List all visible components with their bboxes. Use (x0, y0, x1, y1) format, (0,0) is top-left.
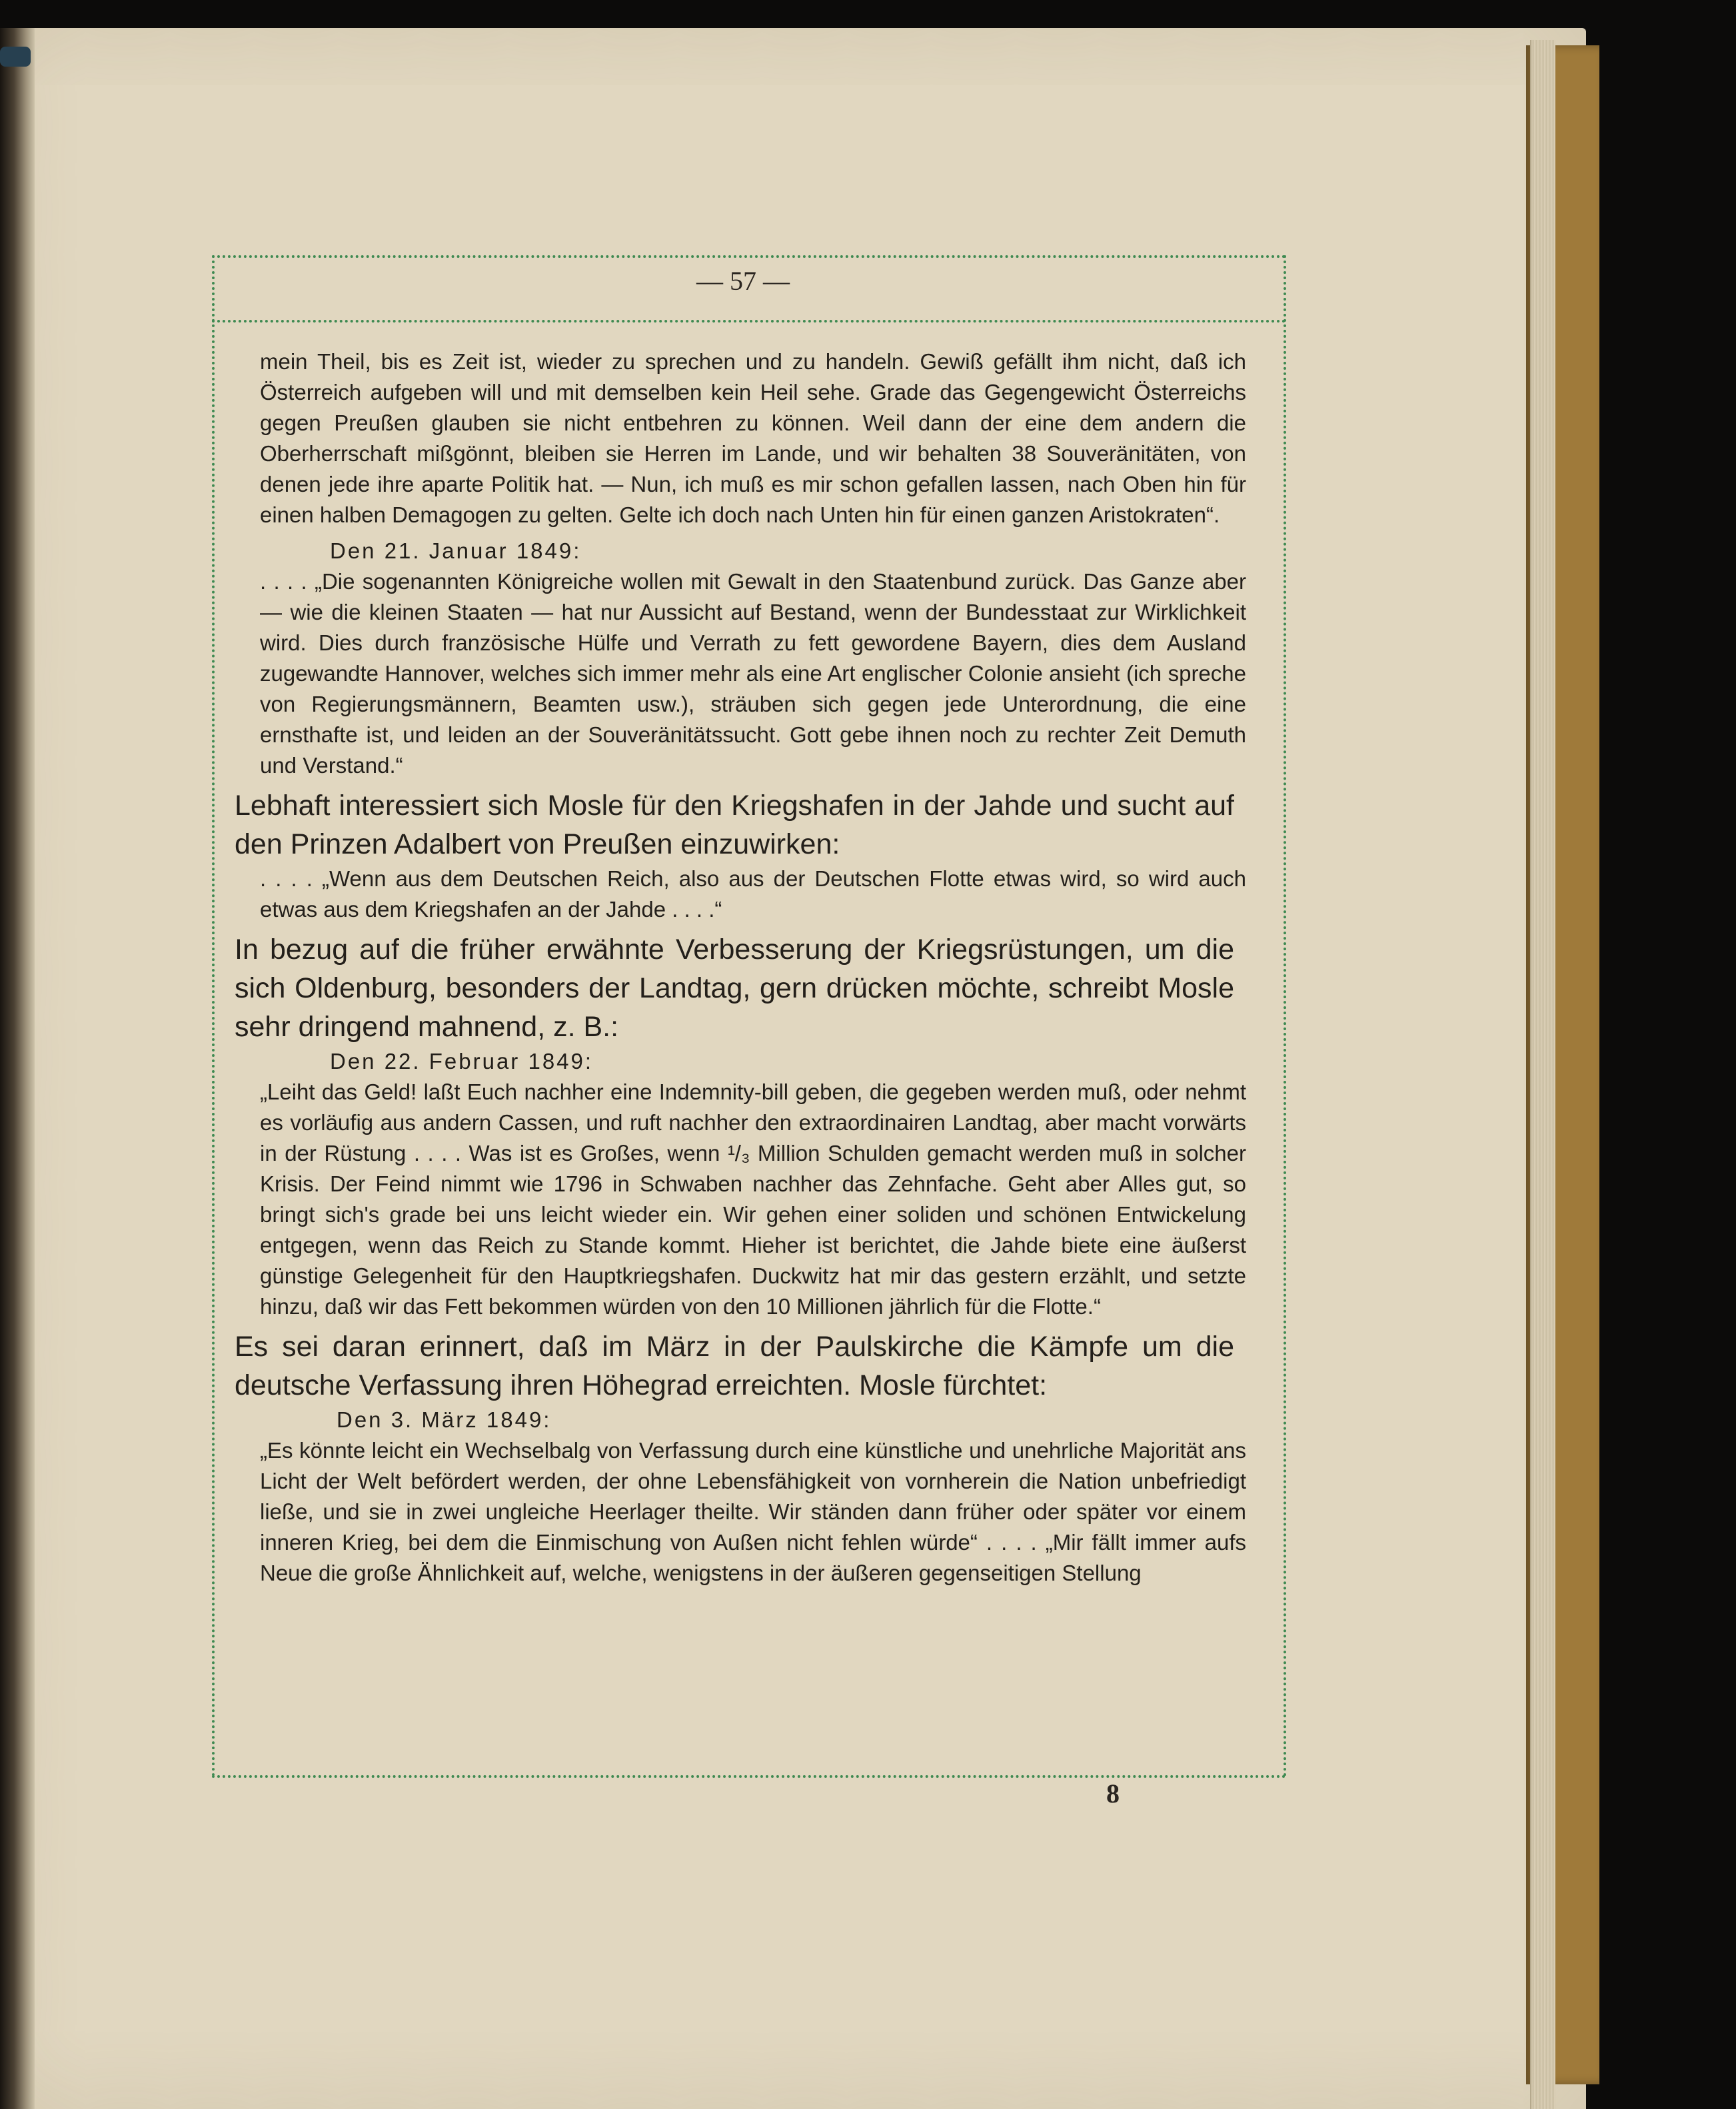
book-gutter (0, 28, 35, 2109)
paragraph: In bezug auf die früher erwähnte Verbesserung der Kriegsrüstungen, um die sich Oldenburg, besonders der Landtag, gern drücken möchte, schreibt Mosle sehr dringend mahnend, z. B.: (235, 934, 1234, 1043)
date-heading: Den 3. März 1849: (337, 1407, 552, 1432)
paragraph: Es sei daran erinnert, daß im März in der Paulskirche die Kämpfe um die deutsche Verfassung ihren Höhegrad erreichten. Mosle fürchtet: (235, 1331, 1234, 1401)
paragraph: . . . . „Die sogenannten Königreiche wollen mit Gewalt in den Staatenbund zurück. Das Ganze aber — wie die kleinen Staaten — hat nur Aussicht auf Bestand, wenn der Bundesstaat zur Wirklichkeit wird. Dies durch französische Hülfe und Verrath zu fett gewordene Bayern, dies dem Ausland zugewandte Hannover, welches sich immer mehr als eine Art englischer Colonie ansieht (ich spreche von Regierungsmännern, Beamten usw.), sträuben sich gegen jede Unterordnung, die eine ernsthafte ist, und leiden an der Souveränitätssucht. Gott gebe ihnen noch zu rechter Zeit Demuth und Verstand.“ (260, 569, 1246, 778)
body-text (235, 347, 1246, 1589)
paragraph: „Es könnte leicht ein Wechselbalg von Verfassung durch eine künstliche und unehrliche Majorität ans Licht der Welt befördert werden, der ohne Lebensfähigkeit von vornherein die Nation unbefriedigt ließe, und sie in zwei ungleiche Heerlager theilte. Wir ständen dann früher oder später vor einem inneren Krieg, bei dem die Einmischung von Außen nicht fehlen würde“ . . . . „Mir fällt immer aufs Neue die große Ähnlichkeit auf, welche, wenigstens in der äußeren gegenseitigen Stellung (260, 1438, 1246, 1585)
paragraph: . . . . „Wenn aus dem Deutschen Reich, also aus der Deutschen Flotte etwas wird, so wird auch etwas aus dem Kriegshafen an der Jahde . . . .“ (260, 866, 1246, 922)
paragraph: mein Theil, bis es Zeit ist, wieder zu sprechen und zu handeln. Gewiß gefällt ihm nicht, daß ich Österreich aufgeben will und mit demselben kein Heil sehe. Grade das Gegengewicht Österreichs gegen Preußen glauben sie nicht entbehren zu können. Weil dann der eine dem andern die Oberherrschaft mißgönnt, bleiben sie Herren im Lande, und wir behalten 38 Souveränitäten, von denen jede ihre aparte Politik hat. — Nun, ich muß es mir schon gefallen lassen, nach Oben hin für einen halben Demagogen zu gelten. Gelte ich doch nach Unten hin für einen ganzen Aristokraten“. (260, 349, 1246, 527)
signature-mark: 8 (1106, 1778, 1120, 1808)
binding-thread (0, 47, 31, 67)
paragraph: „Leiht das Geld! laßt Euch nachher eine Indemnity-bill geben, die gegeben werden muß, oder nehmt es vorläufig aus andern Cassen, und ruft nachher den extraordinairen Landtag, aber macht vorwärts in der Rüstung . . . . Was ist es Großes, wenn ¹/₃ Million Schulden gemacht werden muß in solcher Krisis. Der Feind nimmt wie 1796 in Schwaben nachher das Zehnfache. Geht aber Alles gut, so bringt sich's grade bei uns leicht wieder ein. Wir gehen einer soliden und schönen Entwickelung entgegen, wenn das Reich zu Stande kommt. Hieher ist berichtet, die Jahde biete eine äußerst günstige Gelegenheit für den Hauptkriegshafen. Duckwitz hat mir das gestern erzählt, und setzte hinzu, daß wir das Fett bekommen würden von den 10 Millionen jährlich für die Flotte.“ (260, 1079, 1246, 1319)
date-heading: Den 21. Januar 1849: (330, 538, 582, 563)
page-stack-edge (1530, 40, 1555, 2109)
page-number: — 57 — (696, 266, 790, 296)
date-heading: Den 22. Februar 1849: (330, 1049, 594, 1073)
paragraph: Lebhaft interessiert sich Mosle für den Kriegshafen in der Jahde und sucht auf den Prinzen Adalbert von Preußen einzuwirken: (235, 790, 1234, 860)
header-rule (212, 320, 1286, 323)
